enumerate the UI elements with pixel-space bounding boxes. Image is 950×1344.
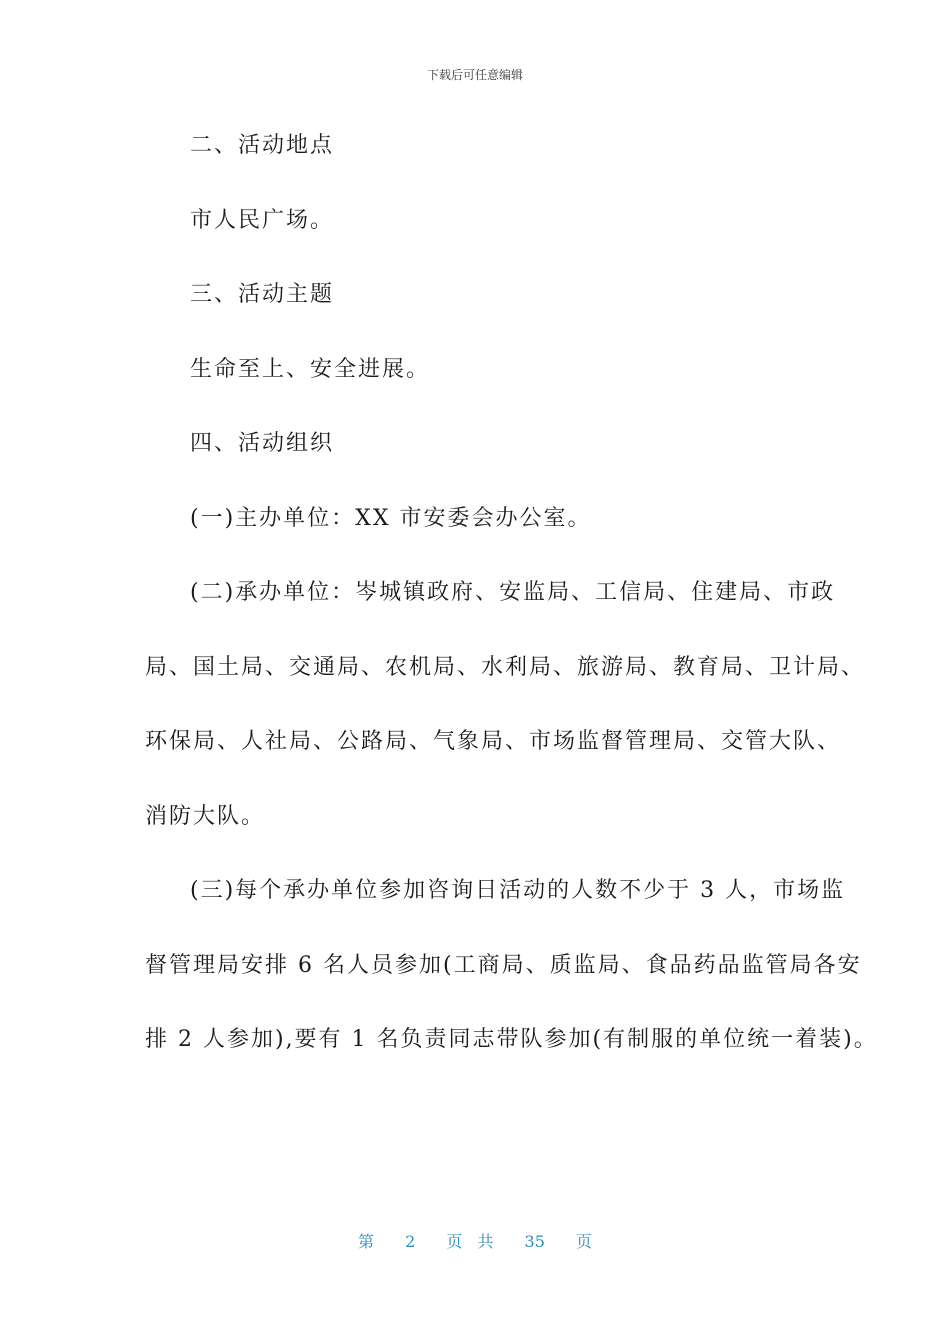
- footer-middle: 页 共: [446, 1232, 494, 1251]
- paragraph-line: 二、活动地点: [190, 133, 335, 158]
- paragraph-line: 四、活动组织: [190, 431, 335, 456]
- paragraph-line: 生命至上、安全进展。: [190, 356, 431, 382]
- paragraph-line: 三、活动主题: [190, 282, 335, 307]
- page-header-note: 下载后可任意编辑: [426, 68, 523, 82]
- paragraph-line: 排 2 人参加),要有 1 名负责同志带队参加(有制服的单位统一着装)。: [145, 1027, 878, 1052]
- footer-prefix: 第: [357, 1232, 374, 1251]
- paragraph-line: (一)主办单位：XX 市安委会办公室。: [190, 505, 592, 531]
- page-footer: [0, 1229, 950, 1252]
- paragraph-line: 督管理局安排 6 名人员参加(工商局、质监局、食品药品监管局各安: [145, 952, 862, 978]
- paragraph-line: 市人民广场。: [190, 207, 335, 233]
- paragraph-line: (三)每个承办单位参加咨询日活动的人数不少于 3 人，市场监: [190, 878, 846, 903]
- footer-total-pages: 35: [524, 1232, 545, 1251]
- footer-current-page: 2: [405, 1232, 416, 1251]
- paragraph-line: (二)承办单位：岑城镇政府、安监局、工信局、住建局、市政: [190, 580, 836, 605]
- paragraph-line: 消防大队。: [145, 803, 266, 829]
- footer-suffix: 页: [576, 1232, 593, 1251]
- paragraph-line: 环保局、人社局、公路局、气象局、市场监督管理局、交管大队、: [145, 729, 842, 754]
- document-body: [145, 128, 878, 1097]
- paragraph-line: 局、国土局、交通局、农机局、水利局、旅游局、教育局、卫计局、: [145, 654, 866, 680]
